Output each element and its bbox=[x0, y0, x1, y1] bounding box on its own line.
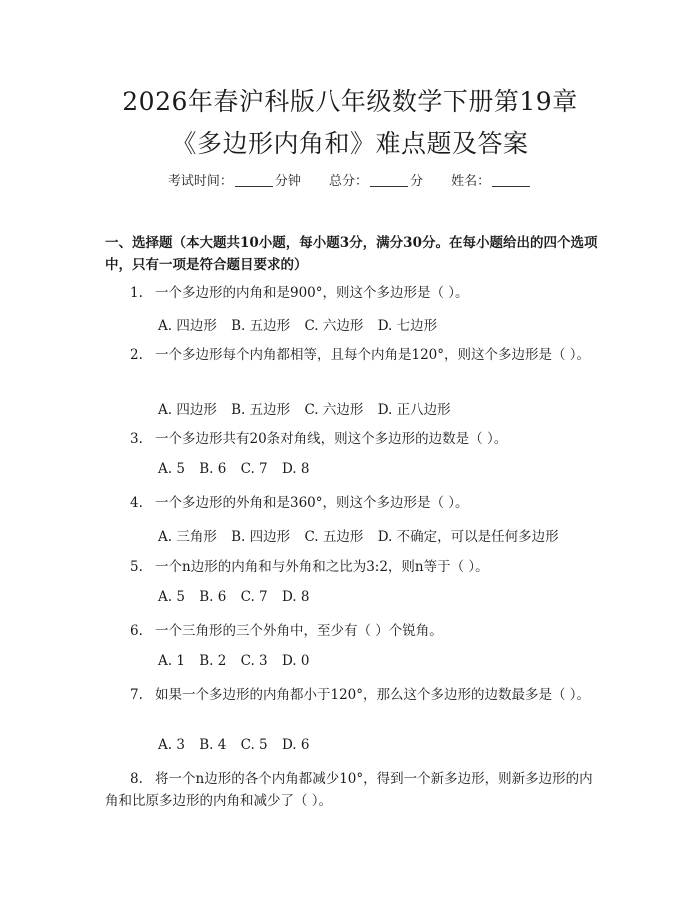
option-b: B. 五边形 bbox=[231, 318, 291, 334]
total-score-field bbox=[329, 174, 427, 189]
question-1 bbox=[105, 282, 597, 304]
question-stem: 一个多边形的内角和是900°，则这个多边形是（ ）。 bbox=[155, 285, 469, 301]
question-stem: 如果一个多边形的内角都小于120°，那么这个多边形的边数最多是（ ）。 bbox=[155, 687, 591, 703]
question-number: 3. bbox=[130, 431, 143, 447]
option-a: A. 三角形 bbox=[158, 529, 217, 545]
question-1-options bbox=[158, 314, 447, 334]
exam-time-label: 考试时间： bbox=[167, 174, 233, 189]
question-4-options bbox=[158, 525, 569, 545]
option-d: D. 不确定，可以是任何多边形 bbox=[377, 529, 559, 545]
option-c: C. 3 bbox=[240, 653, 268, 669]
question-2 bbox=[105, 344, 597, 366]
question-5-options bbox=[158, 589, 319, 605]
question-number: 6. bbox=[130, 623, 143, 639]
question-number: 7. bbox=[130, 687, 143, 703]
name-label: 姓名： bbox=[451, 174, 491, 189]
question-number: 4. bbox=[130, 495, 143, 511]
question-6 bbox=[105, 620, 597, 642]
option-a: A. 四边形 bbox=[158, 318, 217, 334]
option-c: C. 7 bbox=[240, 589, 268, 605]
option-b: B. 4 bbox=[199, 737, 227, 753]
option-c: C. 5 bbox=[240, 737, 268, 753]
question-number: 5. bbox=[130, 559, 143, 575]
question-stem: 一个多边形共有20条对角线，则这个多边形的边数是（ ）。 bbox=[155, 431, 508, 447]
option-b: B. 2 bbox=[199, 653, 227, 669]
question-stem: 一个多边形每个内角都相等，且每个内角是120°，则这个多边形是（ ）。 bbox=[155, 347, 591, 363]
question-7 bbox=[105, 684, 597, 706]
option-d: D. 6 bbox=[281, 737, 310, 753]
option-a: A. 四边形 bbox=[158, 402, 217, 418]
option-c: C. 五边形 bbox=[304, 529, 364, 545]
option-d: D. 0 bbox=[281, 653, 310, 669]
exam-meta bbox=[0, 170, 700, 189]
option-c: C. 六边形 bbox=[304, 402, 364, 418]
question-stem: 一个三角形的三个外角中，至少有（ ）个锐角。 bbox=[155, 623, 443, 639]
section-heading: 一、选择题（本大题共10小题，每小题3分，满分30分。在每小题给出的四个选项中，只有一项是符合题目要求的） bbox=[105, 235, 598, 273]
option-a: A. 5 bbox=[158, 461, 185, 477]
total-score-blank bbox=[370, 174, 408, 187]
exam-time-unit: 分钟 bbox=[274, 174, 301, 189]
total-score-label: 总分： bbox=[328, 174, 368, 189]
option-b: B. 6 bbox=[199, 461, 227, 477]
option-d: D. 正八边形 bbox=[377, 402, 451, 418]
option-a: A. 5 bbox=[158, 589, 185, 605]
question-5 bbox=[105, 556, 597, 578]
option-a: A. 3 bbox=[158, 737, 185, 753]
option-c: C. 7 bbox=[240, 461, 268, 477]
exam-time-field bbox=[168, 174, 305, 189]
question-3 bbox=[105, 428, 597, 450]
question-stem: 一个多边形的外角和是360°，则这个多边形是（ ）。 bbox=[155, 495, 469, 511]
exam-time-blank bbox=[235, 174, 273, 187]
title-line-2: 《多边形内角和》难点题及答案 bbox=[171, 129, 529, 158]
option-b: B. 四边形 bbox=[231, 529, 291, 545]
question-2-options bbox=[158, 398, 461, 418]
question-number: 8. bbox=[130, 771, 143, 787]
option-a: A. 1 bbox=[158, 653, 185, 669]
question-number: 1. bbox=[130, 285, 143, 301]
question-8 bbox=[105, 768, 597, 812]
question-stem: 将一个n边形的各个内角都减少10°，得到一个新多边形，则新多边形的内角和比原多边形的内角和减少了（ ）。 bbox=[105, 771, 593, 809]
option-c: C. 六边形 bbox=[304, 318, 364, 334]
option-d: D. 七边形 bbox=[377, 318, 438, 334]
name-blank bbox=[492, 174, 530, 187]
question-7-options bbox=[158, 737, 319, 753]
name-field bbox=[451, 174, 532, 189]
option-d: D. 8 bbox=[281, 589, 310, 605]
title-line-1: 2026年春沪科版八年级数学下册第19章 bbox=[122, 87, 578, 116]
question-number: 2. bbox=[130, 347, 143, 363]
option-d: D. 8 bbox=[281, 461, 310, 477]
question-3-options bbox=[158, 461, 319, 477]
option-b: B. 五边形 bbox=[231, 402, 291, 418]
total-score-unit: 分 bbox=[410, 174, 424, 189]
option-b: B. 6 bbox=[199, 589, 227, 605]
question-4 bbox=[105, 492, 597, 514]
question-6-options bbox=[158, 653, 319, 669]
question-stem: 一个n边形的内角和与外角和之比为3:2，则n等于（ ）。 bbox=[155, 559, 489, 575]
